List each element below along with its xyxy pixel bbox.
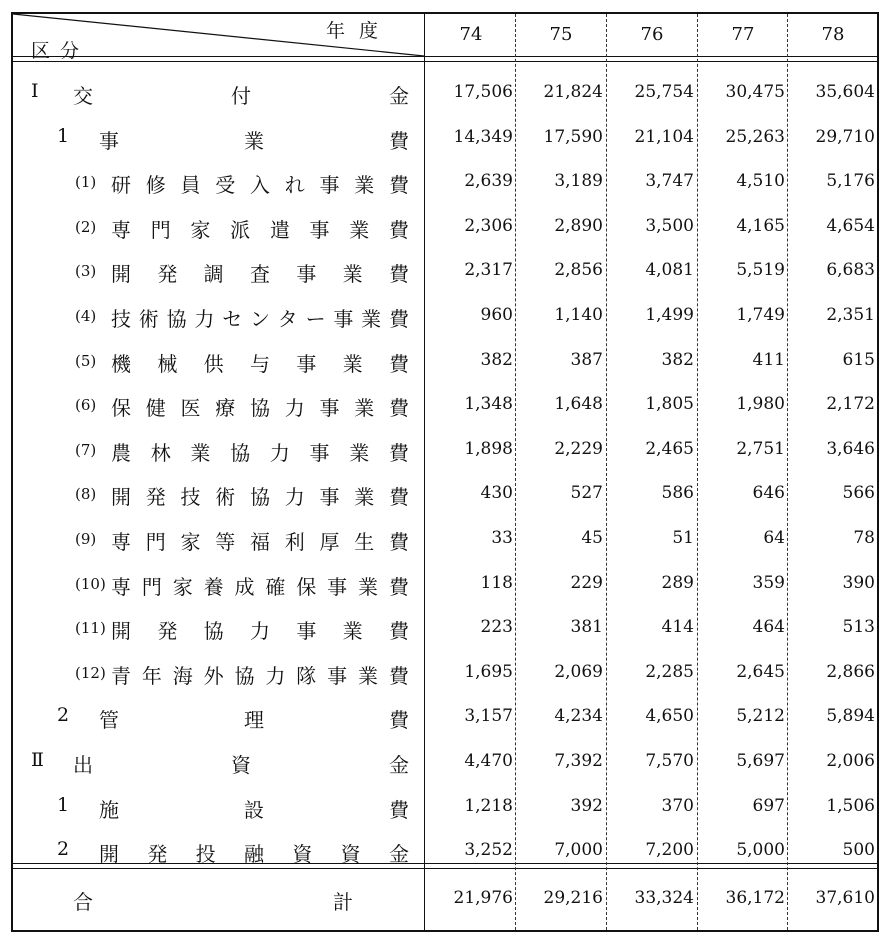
label-char: 費 xyxy=(389,797,409,822)
label-char: 厚 xyxy=(319,530,340,554)
label-char: 業 xyxy=(342,619,363,644)
label-char: 出 xyxy=(73,753,93,777)
row-value: 2,351 xyxy=(826,305,875,325)
label-char: セ xyxy=(222,307,243,331)
row-value: 1,805 xyxy=(645,394,694,415)
label-char: れ xyxy=(284,173,305,198)
label-char: 発 xyxy=(157,262,178,287)
label-char: 力 xyxy=(194,307,215,331)
table-row xyxy=(13,607,879,651)
row-value: 414 xyxy=(661,617,694,638)
label-char: 業 xyxy=(358,574,378,599)
label-char: 専 xyxy=(111,574,131,599)
label-char: 協 xyxy=(166,307,187,331)
label-char: 与 xyxy=(249,351,270,376)
label-char: 費 xyxy=(388,574,409,599)
row-value: 7,570 xyxy=(645,751,694,771)
label-char: 施 xyxy=(99,797,119,822)
label-char: 修 xyxy=(145,173,166,198)
label-char: 供 xyxy=(203,351,224,376)
label-char: 金 xyxy=(389,84,409,108)
row-value: 5,894 xyxy=(826,706,875,727)
label-char: 業 xyxy=(361,307,382,331)
row-value: 2,172 xyxy=(826,394,875,415)
label-char: 費 xyxy=(388,217,409,242)
label-char: 業 xyxy=(349,440,370,465)
label-char: 技 xyxy=(180,485,201,510)
label-char: 林 xyxy=(150,440,171,465)
label-char: 外 xyxy=(203,663,224,688)
label-char: 事 xyxy=(99,128,119,153)
label-char: 受 xyxy=(215,173,236,198)
label-char: 発 xyxy=(145,485,166,510)
total-value: 21,976 xyxy=(453,888,513,908)
row-label xyxy=(111,303,409,332)
label-char: 事 xyxy=(319,485,340,510)
label-char: 協 xyxy=(250,396,270,421)
label-char: 械 xyxy=(157,351,178,376)
label-char: ー xyxy=(305,307,326,331)
row-value: 382 xyxy=(661,349,694,370)
row-value: 78 xyxy=(853,528,875,548)
total-label xyxy=(73,886,353,915)
label-char: 家 xyxy=(180,530,201,554)
row-value: 21,824 xyxy=(543,82,603,102)
row-value: 289 xyxy=(661,572,694,593)
label-char: 調 xyxy=(203,262,224,287)
label-char: 費 xyxy=(389,396,409,421)
label-char: 費 xyxy=(388,440,409,465)
label-char: 開 xyxy=(111,262,131,287)
label-char: 資 xyxy=(231,753,251,777)
row-value: 3,646 xyxy=(826,438,875,459)
total-label-char-1: 合 xyxy=(73,890,93,914)
label-char: 開 xyxy=(111,485,131,510)
row-value: 223 xyxy=(480,617,513,638)
label-char: 専 xyxy=(111,530,131,554)
table-row xyxy=(13,696,879,740)
label-char: 業 xyxy=(190,440,211,465)
row-label xyxy=(99,125,409,154)
label-char: 付 xyxy=(231,84,251,108)
label-char: 年 xyxy=(141,663,162,688)
label-char: 協 xyxy=(230,440,251,465)
label-char: 業 xyxy=(244,128,264,153)
table-row xyxy=(13,830,879,874)
header-year-label: 年度 xyxy=(326,20,393,42)
row-value: 1,648 xyxy=(554,394,603,415)
label-char: 技 xyxy=(111,307,131,331)
label-char: 青 xyxy=(111,663,131,688)
row-label xyxy=(111,526,409,555)
row-value: 464 xyxy=(752,617,785,638)
label-char: 事 xyxy=(309,440,330,465)
row-value: 2,069 xyxy=(554,661,603,682)
year-header: 76 xyxy=(640,24,664,45)
row-label xyxy=(111,214,409,243)
label-char: 術 xyxy=(138,307,159,331)
row-value: 7,200 xyxy=(645,840,694,861)
row-value: 566 xyxy=(842,483,875,504)
label-char: 金 xyxy=(389,753,409,777)
total-row xyxy=(13,872,879,916)
row-value: 527 xyxy=(570,483,603,504)
row-value: 1,218 xyxy=(464,795,513,816)
row-value: 3,157 xyxy=(464,706,513,727)
row-value: 3,252 xyxy=(464,840,513,861)
row-value: 2,306 xyxy=(464,215,513,236)
row-value: 4,165 xyxy=(736,215,785,236)
label-char: 家 xyxy=(190,217,211,242)
row-value: 51 xyxy=(672,528,694,548)
total-value: 29,216 xyxy=(543,888,603,908)
row-value: 1,506 xyxy=(826,795,875,816)
label-char: 査 xyxy=(249,262,270,287)
row-label xyxy=(99,838,409,867)
label-char: 費 xyxy=(389,128,409,153)
row-value: 2,285 xyxy=(645,661,694,682)
row-value: 25,263 xyxy=(725,126,785,147)
header-divider xyxy=(13,61,877,62)
label-char: 事 xyxy=(319,173,340,198)
label-char: 協 xyxy=(250,485,270,510)
label-char: 業 xyxy=(354,173,375,198)
label-char: 金 xyxy=(388,842,409,867)
row-value: 2,856 xyxy=(554,260,603,281)
label-char: 業 xyxy=(358,663,378,688)
row-marker: 2 xyxy=(57,838,70,861)
label-char: 門 xyxy=(141,574,162,599)
label-char: 派 xyxy=(230,217,251,242)
row-value: 2,465 xyxy=(645,438,694,459)
year-header: 74 xyxy=(459,24,483,45)
label-char: 費 xyxy=(389,530,409,554)
row-value: 513 xyxy=(842,617,875,638)
row-value: 2,317 xyxy=(464,260,513,281)
row-value: 5,697 xyxy=(736,751,785,771)
table-row xyxy=(13,384,879,428)
label-char: 資 xyxy=(340,842,361,867)
label-char: 術 xyxy=(215,485,236,510)
table-row xyxy=(13,563,879,607)
header-divider xyxy=(13,56,877,57)
row-value: 390 xyxy=(842,572,875,593)
row-value: 229 xyxy=(570,572,603,593)
label-char: 協 xyxy=(234,663,255,688)
row-marker: (7) xyxy=(75,440,97,459)
row-value: 17,590 xyxy=(543,126,603,147)
table-row xyxy=(13,206,879,250)
label-char: 健 xyxy=(145,396,166,421)
row-value: 382 xyxy=(480,349,513,370)
row-label xyxy=(73,749,409,778)
table-row xyxy=(13,518,879,562)
row-value: 4,510 xyxy=(736,171,785,192)
row-value: 7,000 xyxy=(554,840,603,861)
label-char: 機 xyxy=(111,351,131,376)
label-char: 協 xyxy=(203,619,224,644)
row-marker: (9) xyxy=(75,530,97,548)
row-value: 1,499 xyxy=(645,305,694,325)
row-value: 500 xyxy=(842,840,875,861)
row-value: 2,890 xyxy=(554,215,603,236)
header-kubun-label: 区分 xyxy=(31,40,90,62)
label-char: 保 xyxy=(296,574,317,599)
budget-table xyxy=(11,12,879,932)
year-header: 77 xyxy=(731,24,755,45)
row-marker: 1 xyxy=(57,124,70,147)
row-value: 4,234 xyxy=(554,706,603,727)
row-value: 64 xyxy=(763,528,785,548)
row-value: 2,006 xyxy=(826,751,875,771)
label-char: 福 xyxy=(250,530,270,554)
table-row xyxy=(13,429,879,473)
label-char: 研 xyxy=(111,173,131,198)
row-value: 14,349 xyxy=(453,126,513,147)
table-row xyxy=(13,652,879,696)
table-row xyxy=(13,295,879,339)
label-char: 農 xyxy=(111,440,131,465)
row-marker: (1) xyxy=(75,173,97,192)
row-value: 118 xyxy=(480,572,513,593)
row-value: 5,000 xyxy=(736,840,785,861)
row-value: 5,519 xyxy=(736,260,785,281)
total-value: 37,610 xyxy=(815,888,875,908)
table-row xyxy=(13,161,879,205)
total-value: 36,172 xyxy=(725,888,785,908)
label-char: 業 xyxy=(354,396,375,421)
row-value: 359 xyxy=(752,572,785,593)
label-char: 費 xyxy=(388,619,409,644)
label-char: 事 xyxy=(296,351,317,376)
label-char: 確 xyxy=(265,574,286,599)
label-char: 門 xyxy=(150,217,171,242)
row-value: 430 xyxy=(480,483,513,504)
row-value: 21,104 xyxy=(634,126,694,147)
label-char: 養 xyxy=(203,574,224,599)
label-char: 管 xyxy=(99,708,119,733)
row-value: 1,898 xyxy=(464,438,513,459)
label-char: 資 xyxy=(292,842,313,867)
row-marker: (2) xyxy=(75,217,97,236)
label-char: 発 xyxy=(147,842,168,867)
label-char: 海 xyxy=(172,663,193,688)
label-char: 費 xyxy=(388,262,409,287)
table-row xyxy=(13,72,879,116)
row-marker: (11) xyxy=(75,619,106,638)
row-label xyxy=(111,481,409,510)
row-marker: (6) xyxy=(75,396,97,415)
row-value: 29,710 xyxy=(815,126,875,147)
year-header: 75 xyxy=(549,24,573,45)
row-marker: (5) xyxy=(75,351,97,370)
row-marker: (4) xyxy=(75,307,97,325)
row-value: 17,506 xyxy=(453,82,513,102)
row-label xyxy=(111,169,409,198)
row-label xyxy=(111,258,409,287)
label-char: 生 xyxy=(354,530,375,554)
row-value: 960 xyxy=(480,305,513,325)
label-char: 投 xyxy=(195,842,216,867)
label-char: 業 xyxy=(342,351,363,376)
label-char: 力 xyxy=(269,440,290,465)
label-char: 力 xyxy=(284,396,305,421)
label-char: 事 xyxy=(319,396,340,421)
table-row xyxy=(13,250,879,294)
label-char: 開 xyxy=(111,619,131,644)
label-char: 療 xyxy=(215,396,236,421)
row-value: 387 xyxy=(570,349,603,370)
row-value: 1,749 xyxy=(736,305,785,325)
row-value: 25,754 xyxy=(634,82,694,102)
row-value: 30,475 xyxy=(725,82,785,102)
row-marker: (8) xyxy=(75,485,97,504)
label-char: 費 xyxy=(389,708,409,733)
row-value: 4,081 xyxy=(645,260,694,281)
row-value: 411 xyxy=(752,349,785,370)
label-char: 費 xyxy=(388,307,409,331)
row-value: 45 xyxy=(581,528,603,548)
label-char: 費 xyxy=(389,485,409,510)
label-char: 力 xyxy=(265,663,286,688)
total-value: 33,324 xyxy=(634,888,694,908)
row-value: 1,695 xyxy=(464,661,513,682)
table-row xyxy=(13,117,879,161)
label-char: 開 xyxy=(99,842,119,867)
total-label-char-2: 計 xyxy=(333,890,353,914)
label-char: 事 xyxy=(309,217,330,242)
row-marker: (10) xyxy=(75,574,106,593)
row-label xyxy=(111,437,409,466)
label-char: 医 xyxy=(180,396,201,421)
label-char: 門 xyxy=(145,530,166,554)
label-char: 交 xyxy=(73,84,93,108)
row-label xyxy=(111,615,409,644)
row-value: 646 xyxy=(752,483,785,504)
row-value: 2,639 xyxy=(464,171,513,192)
label-char: 力 xyxy=(249,619,270,644)
label-char: 力 xyxy=(284,485,305,510)
row-label xyxy=(73,80,409,109)
row-value: 586 xyxy=(661,483,694,504)
row-value: 4,650 xyxy=(645,706,694,727)
row-value: 697 xyxy=(752,795,785,816)
label-char: ン xyxy=(249,307,270,331)
label-char: 員 xyxy=(180,173,201,198)
label-char: 遣 xyxy=(269,217,290,242)
label-char: 業 xyxy=(349,217,370,242)
label-char: 保 xyxy=(111,396,131,421)
row-label xyxy=(111,392,409,421)
label-char: 発 xyxy=(157,619,178,644)
row-value: 2,229 xyxy=(554,438,603,459)
label-char: 費 xyxy=(388,663,409,688)
row-value: 370 xyxy=(661,795,694,816)
label-char: 事 xyxy=(296,262,317,287)
label-char: 家 xyxy=(172,574,193,599)
label-char: 事 xyxy=(327,663,348,688)
row-marker: 2 xyxy=(57,704,70,727)
label-char: 等 xyxy=(215,530,236,554)
table-row xyxy=(13,786,879,830)
row-marker: (12) xyxy=(75,663,106,682)
label-char: 事 xyxy=(296,619,317,644)
row-marker: 1 xyxy=(57,793,70,816)
row-label xyxy=(111,571,409,600)
row-value: 3,500 xyxy=(645,215,694,236)
row-value: 4,470 xyxy=(464,751,513,771)
label-char: 利 xyxy=(284,530,305,554)
row-value: 5,212 xyxy=(736,706,785,727)
label-char: 業 xyxy=(342,262,363,287)
label-char: 隊 xyxy=(296,663,317,688)
row-value: 2,866 xyxy=(826,661,875,682)
label-char: 費 xyxy=(389,173,409,198)
row-label xyxy=(99,794,409,823)
label-char: 入 xyxy=(250,173,270,198)
row-value: 3,189 xyxy=(554,171,603,192)
row-marker: (3) xyxy=(75,262,97,281)
row-value: 5,176 xyxy=(826,171,875,192)
label-char: 事 xyxy=(327,574,348,599)
row-value: 35,604 xyxy=(815,82,875,102)
label-char: 費 xyxy=(388,351,409,376)
row-value: 1,980 xyxy=(736,394,785,415)
row-marker: Ⅱ xyxy=(31,749,44,771)
year-header: 78 xyxy=(821,24,845,45)
label-char: 融 xyxy=(243,842,264,867)
label-char: 専 xyxy=(111,217,131,242)
label-char: 事 xyxy=(333,307,354,331)
row-value: 2,751 xyxy=(736,438,785,459)
row-label xyxy=(111,660,409,689)
table-row xyxy=(13,340,879,384)
label-char: 理 xyxy=(244,708,264,733)
row-value: 4,654 xyxy=(826,215,875,236)
row-value: 2,645 xyxy=(736,661,785,682)
row-value: 3,747 xyxy=(645,171,694,192)
row-marker: Ⅰ xyxy=(31,80,39,102)
row-value: 6,683 xyxy=(826,260,875,281)
label-char: 設 xyxy=(244,797,264,822)
row-value: 615 xyxy=(842,349,875,370)
label-char: タ xyxy=(277,307,298,331)
row-value: 7,392 xyxy=(554,751,603,771)
table-row xyxy=(13,741,879,785)
table-row xyxy=(13,473,879,517)
row-label xyxy=(99,704,409,733)
label-char: 成 xyxy=(234,574,255,599)
row-value: 1,348 xyxy=(464,394,513,415)
row-value: 381 xyxy=(570,617,603,638)
label-char: 業 xyxy=(354,485,375,510)
row-value: 33 xyxy=(491,528,513,548)
row-value: 1,140 xyxy=(554,305,603,325)
row-value: 392 xyxy=(570,795,603,816)
row-label xyxy=(111,348,409,377)
